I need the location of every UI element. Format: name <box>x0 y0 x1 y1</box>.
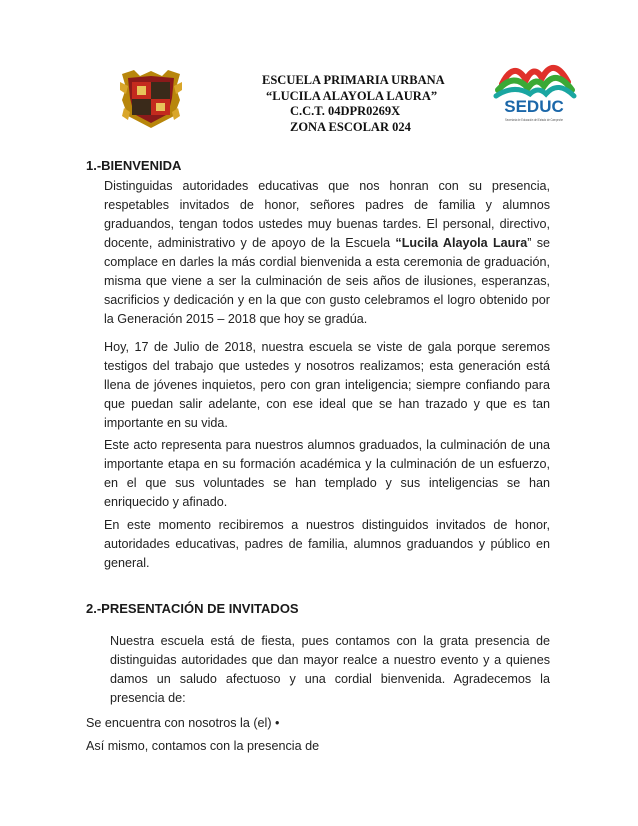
school-header <box>232 73 472 135</box>
school-name-bold: “Lucila Alayola Laura <box>395 236 528 250</box>
school-name: ESCUELA PRIMARIA URBANA <box>262 73 445 87</box>
seduc-logo <box>484 50 584 128</box>
section-heading-invitados: 2.-PRESENTACIÓN DE INVITADOS <box>86 601 299 616</box>
paragraph-text: Distinguidas autoridades educativas que nos honran con su presencia, respetables invitados de honor, señores padres de familia y alumnos graduandos, tengan todos ustedes muy buenas tardes. El personal, directivo, docente, administrativo y de apoyo de la Escuela <box>104 179 550 250</box>
paragraph-receive-guests: En este momento recibiremos a nuestros distinguidos invitados de honor, autoridades educativas, padres de familia, alumnos graduandos y público en general. <box>104 518 550 570</box>
section-heading-bienvenida: 1.-BIENVENIDA <box>86 158 182 173</box>
paragraph-text: ” se complace en darles la más cordial bienvenida a esta ceremonia de graduación, misma que viene a ser la culminación de seis años de ilusiones, esperanzas, sacrificios y dedicación y en la que con gusto celebramos el logro obtenido por la Generación 2015 – 2018 que hoy se gradúa. <box>104 236 551 326</box>
school-crest-logo <box>118 68 184 130</box>
school-zone: ZONA ESCOLAR 024 <box>290 119 411 134</box>
paragraph-achievement: Este acto representa para nuestros alumnos graduados, la culminación de una importante etapa en su formación académica y la culminación de un esfuerzo, en el que sus voluntades se han templado y sus inteligencias se han enriquecido y afinado. <box>104 438 550 509</box>
paragraph-welcome <box>104 177 550 329</box>
school-quote: “LUCILA ALAYOLA LAURA” <box>266 88 438 103</box>
paragraph-date: Hoy, 17 de Julio de 2018, nuestra escuela se viste de gala porque seremos testigos del trabajo que ustedes y nosotros realizamos; esta generación está llena de jóvenes inquietos, pero con gran inteligencia; siempre confiando para que puedan salir adelante, con ese ideal que se han trazado y que es tan importante en su vida. <box>104 340 550 430</box>
guest-line-1: Se encuentra con nosotros la (el) • <box>86 716 280 730</box>
paragraph-guests: Nuestra escuela está de fiesta, pues contamos con la grata presencia de distinguidas autoridades que dan mayor realce a nuestro evento y a quienes damos un saludo afectuoso y una cordial bienvenida. Agradecemos la presencia de: <box>110 634 550 705</box>
seduc-subtitle: Secretaría de Educación del Estado de Campeche <box>505 118 563 122</box>
school-cct: C.C.T. 04DPR0269X <box>290 104 401 119</box>
seduc-logo-text: SEDUC <box>504 97 564 116</box>
guest-line-2: Así mismo, contamos con la presencia de <box>86 739 320 753</box>
